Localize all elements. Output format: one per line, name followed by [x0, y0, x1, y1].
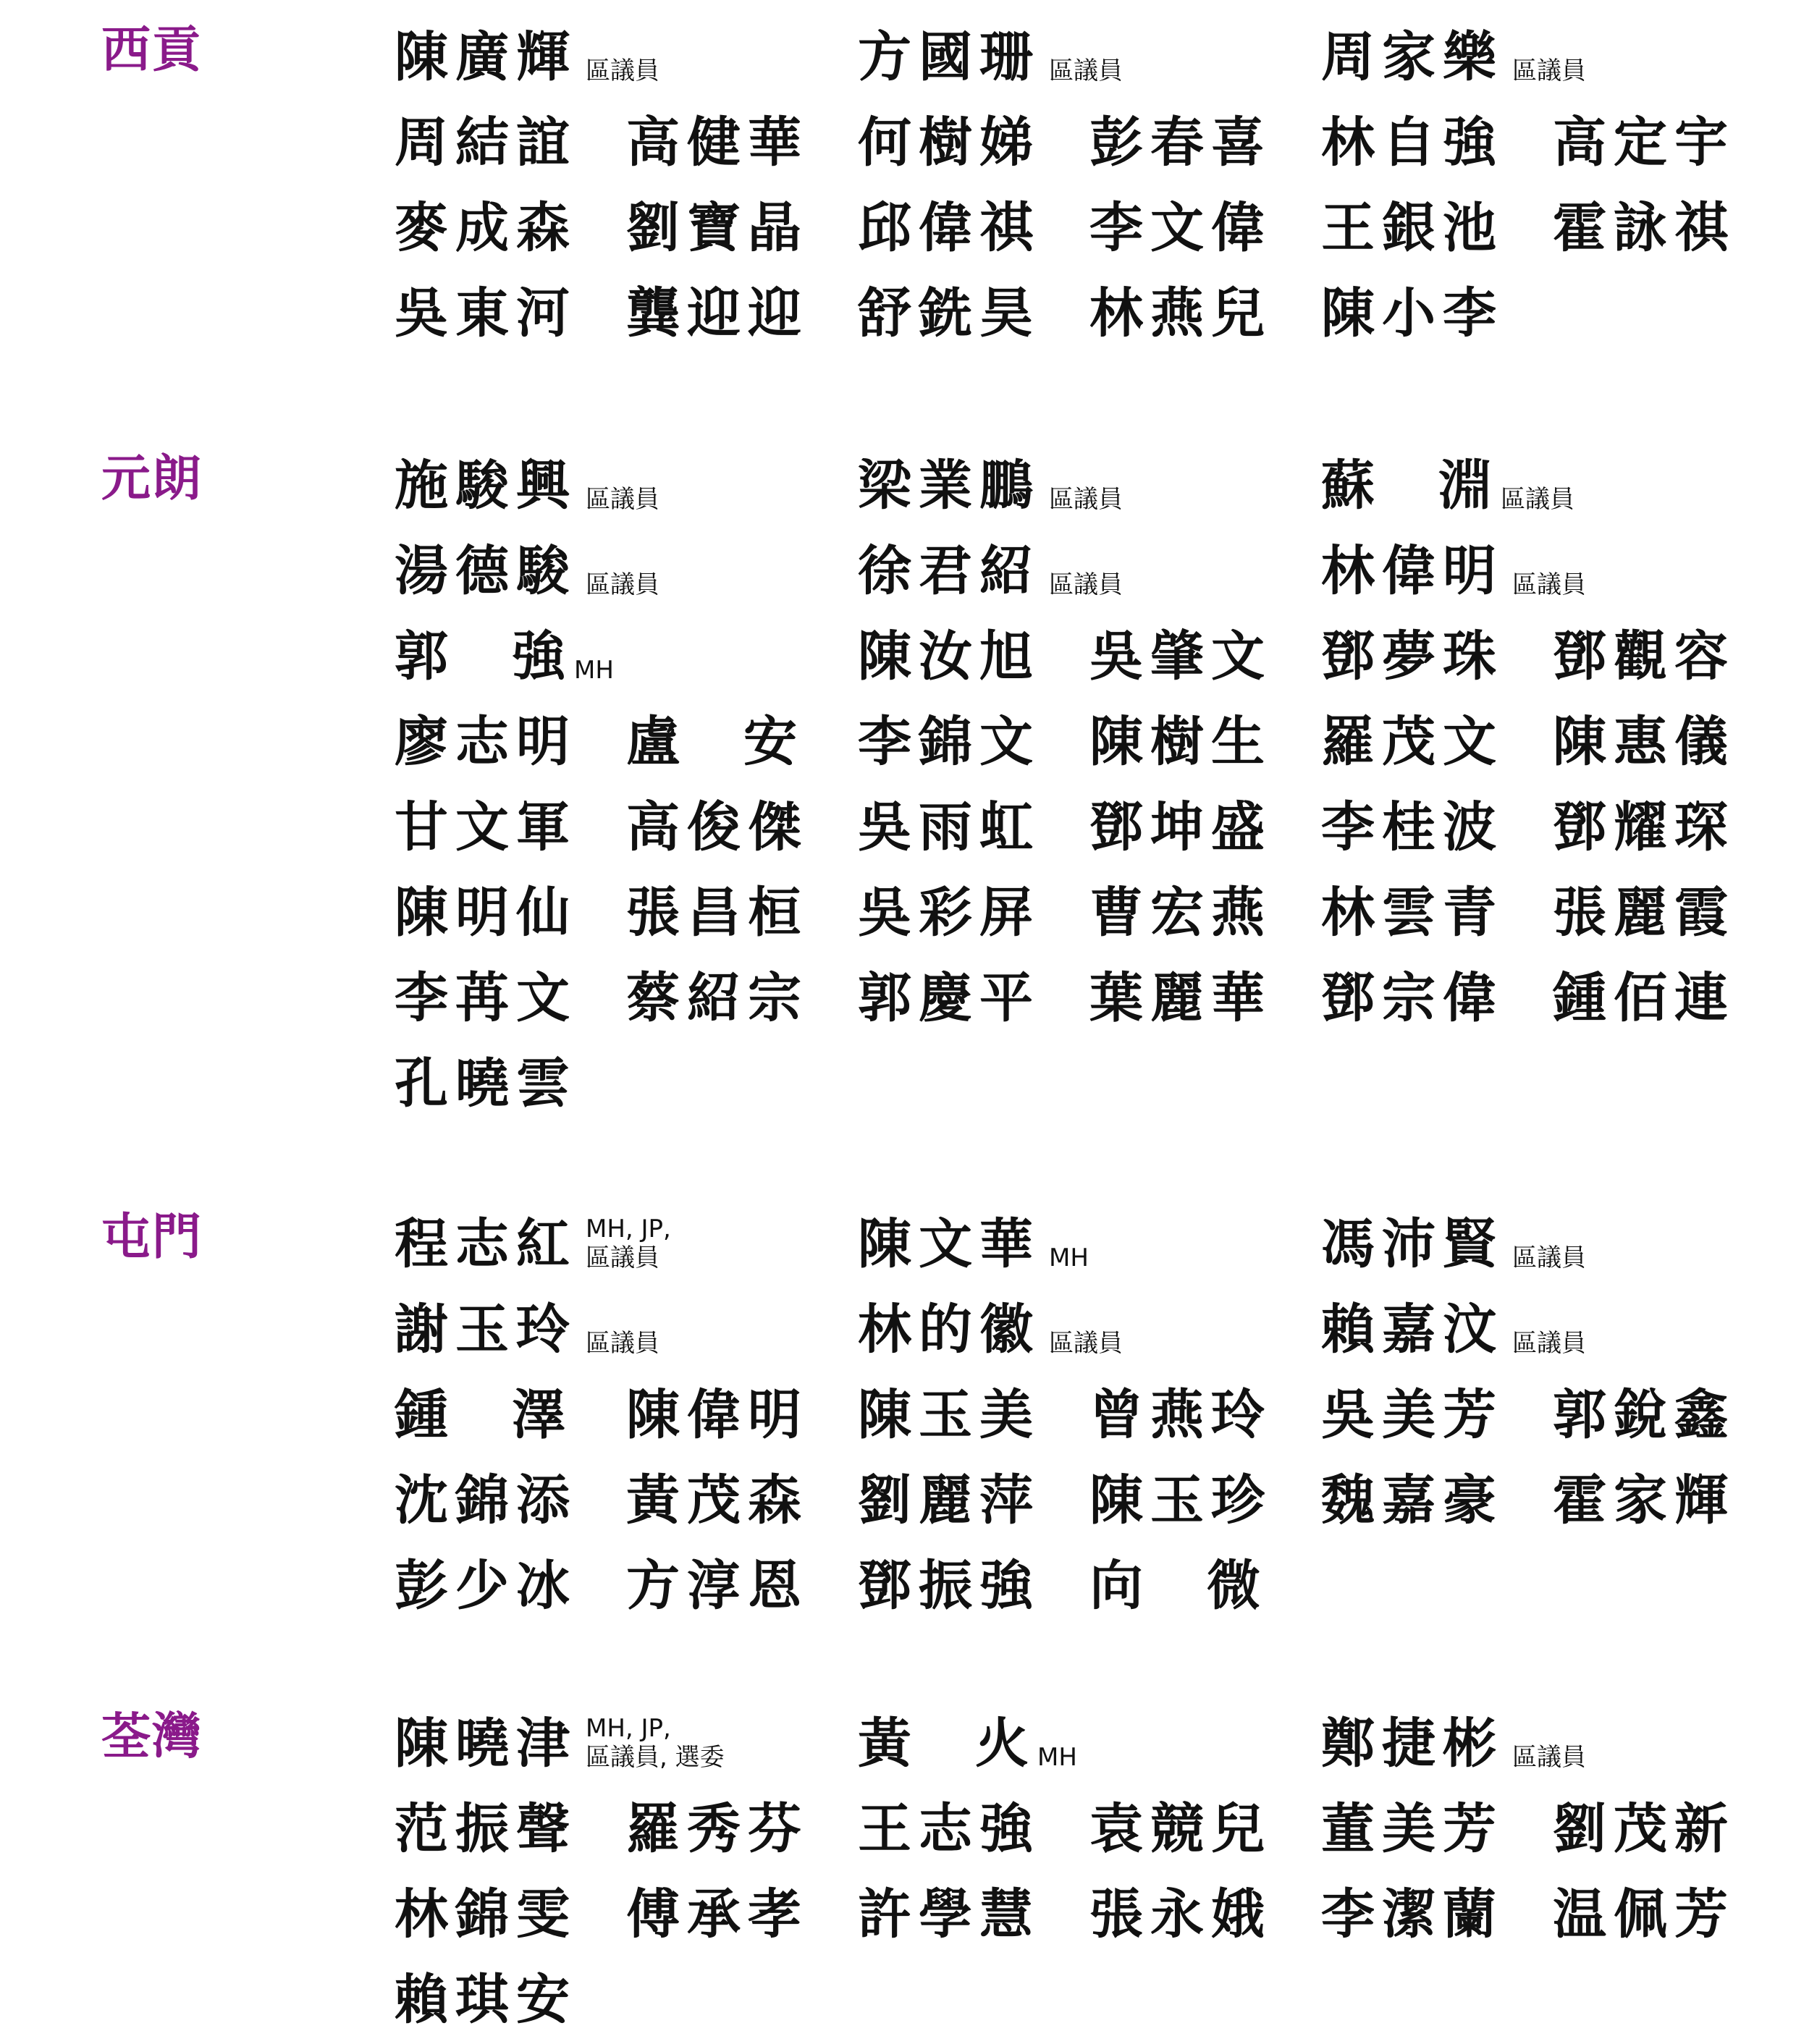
member — [1089, 785, 1272, 870]
name-char: 強 — [512, 625, 565, 688]
member — [395, 955, 577, 1041]
member — [395, 185, 577, 271]
member — [395, 1957, 577, 2043]
member-name: 傅承孝 — [626, 1883, 809, 1946]
member-name: 賴琪安 — [395, 1969, 577, 2031]
member — [1553, 955, 1735, 1041]
member-row — [0, 955, 1796, 1041]
member-name: 吳雨虹 — [858, 796, 1040, 858]
member-name: 梁業鵬 — [858, 455, 1040, 517]
member-name: 鄧振強 — [858, 1555, 1040, 1617]
district-name: 西貢 — [101, 22, 203, 79]
member — [1321, 870, 1504, 955]
member-name: 霍家輝 — [1553, 1469, 1735, 1532]
member — [626, 699, 797, 785]
title-line: MH, JP, — [586, 1215, 671, 1243]
member — [858, 955, 1040, 1041]
member-name: 劉寶晶 — [626, 197, 809, 259]
title-line: 區議員 — [1512, 1329, 1586, 1358]
title-line: 區議員 — [586, 56, 659, 85]
member-name: 賴嘉汶 — [1321, 1298, 1504, 1361]
member-name: 鄧夢珠 — [1321, 625, 1504, 688]
name-char: 淵 — [1438, 455, 1492, 517]
member-name: 高健華 — [626, 111, 809, 174]
member — [626, 1543, 809, 1629]
member-name: 陳玉珍 — [1089, 1469, 1272, 1532]
member — [395, 785, 577, 870]
member — [626, 1786, 809, 1872]
member-name: 徐君紹 — [858, 540, 1040, 602]
member — [395, 699, 577, 785]
member-name: 廖志明 — [395, 711, 577, 773]
member — [1321, 1872, 1504, 1957]
featured-member — [1321, 443, 1574, 528]
member-name: 曹宏燕 — [1089, 882, 1272, 944]
featured-member — [858, 14, 1123, 100]
member-name: 鄧觀容 — [1553, 625, 1735, 688]
member — [858, 1372, 1040, 1458]
name-char: 火 — [975, 1713, 1029, 1775]
member — [1321, 614, 1504, 699]
member — [1089, 1458, 1272, 1543]
featured-row — [0, 1701, 1796, 1786]
member — [395, 1872, 577, 1957]
member — [1321, 1458, 1504, 1543]
member-name: 李文偉 — [1089, 197, 1272, 259]
member-name — [626, 706, 797, 778]
member — [1321, 785, 1504, 870]
member — [1089, 185, 1272, 271]
member — [395, 100, 577, 185]
member-name: 林錦雯 — [395, 1883, 577, 1946]
member-name: 舒銑昊 — [858, 282, 1040, 345]
member-title — [1512, 1715, 1586, 1772]
member-name: 吳東河 — [395, 282, 577, 345]
member-name: 林自強 — [1321, 111, 1504, 174]
member-name: 蔡紹宗 — [626, 967, 809, 1029]
member — [1089, 870, 1272, 955]
title-line: 區議員 — [1501, 485, 1574, 514]
member-name: 王銀池 — [1321, 197, 1504, 259]
member-name: 王志強 — [858, 1798, 1040, 1860]
member-row — [0, 1372, 1796, 1458]
title-line: 區議員 — [586, 570, 659, 599]
member-title — [586, 1216, 671, 1272]
name-char: 向 — [1089, 1555, 1143, 1617]
name-char: 蘇 — [1321, 455, 1375, 517]
member — [395, 1543, 577, 1629]
member-name: 林燕兒 — [1089, 282, 1272, 345]
title-line: MH — [1049, 1243, 1089, 1272]
member-name: 陳小李 — [1321, 282, 1504, 345]
featured-member — [858, 1287, 1123, 1372]
member — [858, 699, 1040, 785]
member — [626, 100, 809, 185]
member — [1553, 785, 1735, 870]
member-name: 李桂波 — [1321, 796, 1504, 858]
member — [1553, 1372, 1735, 1458]
member — [1089, 614, 1272, 699]
member — [1089, 1872, 1272, 1957]
member-name: 鄭捷彬 — [1321, 1713, 1504, 1775]
title-line: 區議員 — [586, 1329, 659, 1358]
member-name: 陳玉美 — [858, 1384, 1040, 1446]
member — [1089, 1543, 1260, 1629]
featured-row — [0, 1287, 1796, 1372]
member — [626, 185, 809, 271]
member-row — [0, 100, 1796, 185]
featured-member — [395, 443, 659, 528]
member-title — [1049, 1301, 1123, 1358]
title-line: MH, JP, — [586, 1714, 671, 1743]
member-name: 方國珊 — [858, 26, 1040, 88]
featured-row — [0, 614, 1796, 699]
title-line: 區議員 — [586, 485, 659, 514]
member — [858, 1543, 1040, 1629]
member-name: 林的徽 — [858, 1298, 1040, 1361]
featured-member — [858, 1701, 1077, 1786]
featured-row — [0, 14, 1796, 100]
member-name: 謝玉玲 — [395, 1298, 577, 1361]
member — [1321, 271, 1504, 356]
member — [1321, 699, 1504, 785]
name-char: 郭 — [395, 625, 448, 688]
member-name: 高定宇 — [1553, 111, 1735, 174]
member-row — [0, 1543, 1796, 1629]
member — [858, 1786, 1040, 1872]
member-name: 沈錦添 — [395, 1469, 577, 1532]
title-line: MH — [1037, 1743, 1077, 1772]
member-name: 林雲青 — [1321, 882, 1504, 944]
member-name: 鍾佰連 — [1553, 967, 1735, 1029]
member — [1553, 100, 1735, 185]
member-name: 鄧宗偉 — [1321, 967, 1504, 1029]
member-title — [574, 628, 614, 685]
title-line: 區議員 — [1049, 56, 1123, 85]
member — [1553, 699, 1735, 785]
member-row — [0, 870, 1796, 955]
member-name: 劉茂新 — [1553, 1798, 1735, 1860]
member-title — [1512, 29, 1586, 85]
member-name: 方淳恩 — [626, 1555, 809, 1617]
name-char: 澤 — [512, 1384, 565, 1446]
member-title — [586, 1715, 725, 1772]
member-title — [1512, 1216, 1586, 1272]
member-name: 龔迎迎 — [626, 282, 809, 345]
member — [395, 1372, 565, 1458]
member-name: 陳曉津 — [395, 1713, 577, 1775]
member-title — [586, 457, 659, 514]
member — [395, 870, 577, 955]
title-line: 區議員 — [1512, 1743, 1586, 1772]
member-title — [1037, 1715, 1077, 1772]
member — [1553, 1872, 1735, 1957]
member — [395, 1458, 577, 1543]
member-name: 張麗霞 — [1553, 882, 1735, 944]
member-name: 陳偉明 — [626, 1384, 809, 1446]
member — [1321, 185, 1504, 271]
member — [1089, 100, 1272, 185]
member-name — [1089, 1550, 1260, 1622]
member-name: 周結誼 — [395, 111, 577, 174]
member-name: 吳美芳 — [1321, 1384, 1504, 1446]
member-name: 甘文軍 — [395, 796, 577, 858]
featured-member — [395, 528, 659, 614]
member-row — [0, 1458, 1796, 1543]
member-name: 孔曉雲 — [395, 1052, 577, 1115]
member — [858, 1458, 1040, 1543]
member-name: 何樹娣 — [858, 111, 1040, 174]
featured-member — [395, 1287, 659, 1372]
member-name: 吳肇文 — [1089, 625, 1272, 688]
title-line: 區議員 — [586, 1243, 659, 1272]
member-name: 李潔蘭 — [1321, 1883, 1504, 1946]
member — [1321, 100, 1504, 185]
member — [626, 1372, 809, 1458]
member — [858, 785, 1040, 870]
member-name: 葉麗華 — [1089, 967, 1272, 1029]
title-line: 區議員 — [1049, 1329, 1123, 1358]
member-title — [586, 543, 659, 599]
member — [1089, 1372, 1272, 1458]
member — [1553, 1458, 1735, 1543]
member-name: 張永娥 — [1089, 1883, 1272, 1946]
title-line: MH — [574, 656, 614, 685]
member-title — [1049, 543, 1123, 599]
member-name: 温佩芳 — [1553, 1883, 1735, 1946]
name-char: 安 — [743, 711, 797, 773]
member — [1321, 1372, 1504, 1458]
member — [858, 870, 1040, 955]
member-name: 陳明仙 — [395, 882, 577, 944]
member — [626, 1458, 809, 1543]
member — [1321, 1786, 1504, 1872]
member-name: 林偉明 — [1321, 540, 1504, 602]
member-row — [0, 185, 1796, 271]
member-name: 陳惠儀 — [1553, 711, 1735, 773]
member-name — [858, 1707, 1029, 1780]
member-title — [1049, 457, 1123, 514]
featured-member — [395, 1202, 671, 1287]
district-name: 屯門 — [101, 1209, 203, 1266]
featured-member — [1321, 14, 1586, 100]
member — [858, 271, 1040, 356]
member-name: 郭慶平 — [858, 967, 1040, 1029]
featured-member — [395, 614, 614, 699]
member — [395, 271, 577, 356]
member-row — [0, 785, 1796, 870]
featured-row — [0, 528, 1796, 614]
member-name: 魏嘉豪 — [1321, 1469, 1504, 1532]
member — [1553, 870, 1735, 955]
featured-member — [1321, 1287, 1586, 1372]
member-title — [1512, 543, 1586, 599]
name-char: 鍾 — [395, 1384, 448, 1446]
title-line: 區議員 — [1512, 570, 1586, 599]
member — [858, 614, 1040, 699]
member-name: 李苒文 — [395, 967, 577, 1029]
member-name: 邱偉祺 — [858, 197, 1040, 259]
featured-member — [858, 443, 1123, 528]
member-row — [0, 271, 1796, 356]
member-title — [586, 1301, 659, 1358]
member-name — [395, 620, 565, 693]
member-name: 馮沛賢 — [1321, 1213, 1504, 1275]
member-name: 彭春喜 — [1089, 111, 1272, 174]
district-name: 元朗 — [101, 450, 203, 507]
member-name: 鄧坤盛 — [1089, 796, 1272, 858]
member-name: 施駿興 — [395, 455, 577, 517]
member-name: 麥成森 — [395, 197, 577, 259]
featured-member — [395, 14, 659, 100]
member — [626, 271, 809, 356]
member-row — [0, 1786, 1796, 1872]
member-title — [1512, 1301, 1586, 1358]
featured-row — [0, 1202, 1796, 1287]
member — [395, 1786, 577, 1872]
member-name: 吳彩屏 — [858, 882, 1040, 944]
title-line: 區議員 — [1512, 1243, 1586, 1272]
member-name: 霍詠祺 — [1553, 197, 1735, 259]
featured-member — [1321, 1701, 1586, 1786]
featured-member — [1321, 528, 1586, 614]
member-name — [395, 1379, 565, 1451]
featured-member — [1321, 1202, 1586, 1287]
member — [858, 100, 1040, 185]
member-name: 程志紅 — [395, 1213, 577, 1275]
member-name: 周家樂 — [1321, 26, 1504, 88]
member-row — [0, 1041, 1796, 1126]
member-name: 黃茂森 — [626, 1469, 809, 1532]
member-title — [1049, 29, 1123, 85]
featured-member — [858, 1202, 1089, 1287]
featured-member — [395, 1701, 725, 1786]
member — [1089, 699, 1272, 785]
member — [858, 185, 1040, 271]
member-name: 袁競兒 — [1089, 1798, 1272, 1860]
member-name: 曾燕玲 — [1089, 1384, 1272, 1446]
member — [1089, 1786, 1272, 1872]
member-row — [0, 1872, 1796, 1957]
member — [626, 785, 809, 870]
member-name: 羅秀芬 — [626, 1798, 809, 1860]
featured-member — [858, 528, 1123, 614]
member — [1089, 955, 1272, 1041]
member — [395, 1041, 577, 1126]
member-name: 郭銳鑫 — [1553, 1384, 1735, 1446]
member-title — [1049, 1216, 1089, 1272]
member — [626, 955, 809, 1041]
title-line: 區議員, 選委 — [586, 1743, 725, 1772]
member-name — [1321, 449, 1492, 522]
title-line: 區議員 — [1512, 56, 1586, 85]
member-name: 羅茂文 — [1321, 711, 1504, 773]
member — [626, 1872, 809, 1957]
member-name: 張昌桓 — [626, 882, 809, 944]
member-name: 李錦文 — [858, 711, 1040, 773]
member-name: 陳汝旭 — [858, 625, 1040, 688]
member — [626, 870, 809, 955]
district-name: 荃灣 — [101, 1708, 203, 1765]
member-name: 湯德駿 — [395, 540, 577, 602]
member — [858, 1872, 1040, 1957]
member-name: 許學慧 — [858, 1883, 1040, 1946]
member — [1553, 614, 1735, 699]
member-row — [0, 699, 1796, 785]
member-name: 陳文華 — [858, 1213, 1040, 1275]
name-char: 黃 — [858, 1713, 911, 1775]
member — [1553, 185, 1735, 271]
member-name: 彭少冰 — [395, 1555, 577, 1617]
member-title — [1501, 457, 1574, 514]
member-name: 董美芳 — [1321, 1798, 1504, 1860]
member-name: 陳廣輝 — [395, 26, 577, 88]
member-name: 鄧耀琛 — [1553, 796, 1735, 858]
title-line: 區議員 — [1049, 485, 1123, 514]
member — [1553, 1786, 1735, 1872]
member-name: 范振聲 — [395, 1798, 577, 1860]
member-name: 劉麗萍 — [858, 1469, 1040, 1532]
name-char: 微 — [1207, 1555, 1260, 1617]
member-name: 高俊傑 — [626, 796, 809, 858]
name-char: 盧 — [626, 711, 680, 773]
title-line: 區議員 — [1049, 570, 1123, 599]
member-name: 陳樹生 — [1089, 711, 1272, 773]
member-row — [0, 1957, 1796, 2043]
featured-row — [0, 443, 1796, 528]
member — [1321, 955, 1504, 1041]
member — [1089, 271, 1272, 356]
member-title — [586, 29, 659, 85]
